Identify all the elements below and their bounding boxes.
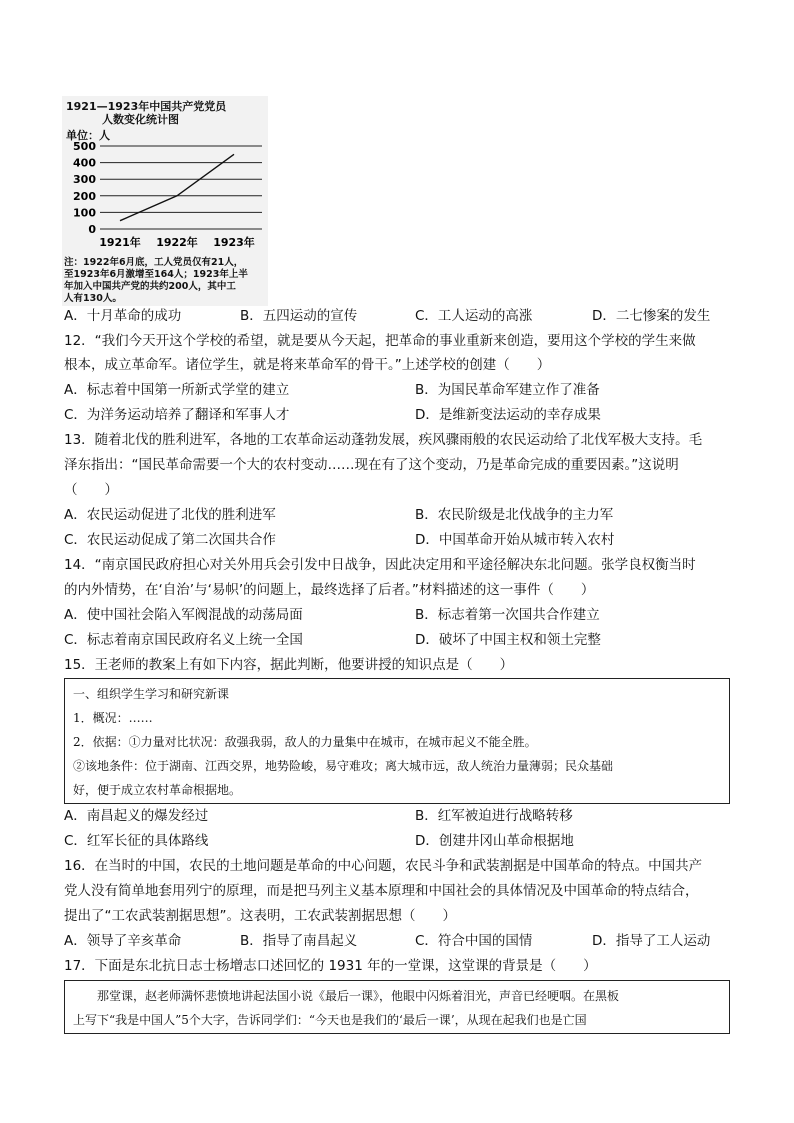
q15-option-a: A．南昌起义的爆发经过 bbox=[64, 808, 209, 824]
q15-option-d: D．创建井冈山革命根据地 bbox=[415, 833, 574, 849]
q17-stem-line: 17．下面是东北抗日志士杨增志口述回忆的 1931 年的一堂课，这堂课的背景是（ ） bbox=[64, 958, 597, 974]
chart-subtitle: 人数变化统计图 bbox=[102, 113, 179, 126]
q15-stem-line: 15．王老师的教案上有如下内容，据此判断，他要讲授的知识点是（ ） bbox=[64, 657, 514, 673]
q14-stem-line: 的内外情势，在‘自治’与‘易帜’的问题上，最终选择了后者。”材料描述的这一事件（ ） bbox=[64, 582, 595, 598]
q17-material-box bbox=[64, 980, 730, 1034]
q12-stem-line: 根本，成立革命军。诸位学生，就是将来革命军的骨干。”上述学校的创建（ ） bbox=[64, 357, 551, 373]
q14-option-b: B．标志着第一次国共合作建立 bbox=[415, 607, 600, 623]
q13-option-a: A．农民运动促进了北伐的胜利进军 bbox=[64, 507, 276, 523]
q16-option-c: C．符合中国的国情 bbox=[415, 933, 533, 949]
chart-title: 1921—1923年中国共产党党员 bbox=[66, 100, 227, 113]
q13-stem-line: 泽东指出：“国民革命需要一个大的农村变动……现在有了这个变动，乃是革命完成的重要因素。”这说明 bbox=[64, 457, 679, 473]
chart-note bbox=[64, 257, 248, 305]
q15-lesson-plan-box bbox=[64, 678, 730, 804]
q13-stem-line: （ ） bbox=[64, 482, 118, 498]
chart-unit-label: 单位：人 bbox=[66, 129, 110, 142]
q14-option-a: A．使中国社会陷入军阀混战的动荡局面 bbox=[64, 607, 303, 623]
q15-option-c: C．红军长征的具体路线 bbox=[64, 833, 209, 849]
party-member-chart bbox=[62, 96, 268, 306]
q11-option-d: D．二七惨案的发生 bbox=[592, 308, 711, 324]
chart-note-line: 至1923年6月激增至164人；1923年上半 bbox=[64, 269, 248, 280]
q12-stem-line: 12．“我们今天开这个学校的希望，就是要从今天起，把革命的事业重新来创造，要用这个学校的学生来做 bbox=[64, 333, 696, 349]
y-tick-label: 400 bbox=[73, 156, 96, 170]
q15-box-line: 1．概况：…… bbox=[73, 711, 153, 725]
q14-option-d: D．破坏了中国主权和领土完整 bbox=[415, 632, 601, 648]
y-tick-label: 0 bbox=[88, 223, 96, 236]
q13-option-d: D．中国革命开始从城市转入农村 bbox=[415, 532, 615, 548]
q15-box-line: 一、组织学生学习和研究新课 bbox=[73, 687, 230, 701]
y-tick-label: 200 bbox=[73, 189, 96, 203]
q16-stem-line: 党人没有简单地套用列宁的原理，而是把马列主义基本原理和中国社会的具体情况及中国革命的特点结合， bbox=[64, 883, 699, 899]
q16-stem-line: 16．在当时的中国，农民的土地问题是革命的中心问题，农民斗争和武装割据是中国革命的特点。中国共产 bbox=[64, 858, 703, 874]
x-tick-label: 1921年 bbox=[99, 236, 141, 249]
x-tick-label: 1923年 bbox=[213, 236, 255, 249]
y-tick-label: 300 bbox=[73, 173, 96, 187]
y-tick-label: 100 bbox=[73, 206, 96, 220]
q15-box-line: ②该地条件：位于湖南、江西交界，地势险峻，易守难攻；离大城市远，敌人统治力量薄弱；民众基础 bbox=[73, 759, 614, 773]
q15-box-line: 好，便于成立农村革命根据地。 bbox=[73, 783, 242, 797]
q15-box-line: 2．依据：①力量对比状况：敌强我弱，敌人的力量集中在城市，在城市起义不能全胜。 bbox=[73, 735, 537, 749]
y-tick-label: 500 bbox=[73, 140, 96, 153]
q13-stem-line: 13．随着北伐的胜利进军，各地的工农革命运动蓬勃发展，疾风骤雨般的农民运动给了北伐军极大支持。毛 bbox=[64, 432, 703, 448]
q13-option-c: C．农民运动促成了第二次国共合作 bbox=[64, 532, 276, 548]
q16-option-d: D．指导了工人运动 bbox=[592, 933, 711, 949]
q17-box-line: 那堂课，赵老师满怀悲愤地讲起法国小说《最后一课》，他眼中闪烁着泪光，声音已经哽咽。在黑板 bbox=[73, 989, 620, 1003]
q11-option-b: B．五四运动的宣传 bbox=[240, 308, 358, 324]
series-line bbox=[120, 154, 234, 220]
q16-stem-line: 提出了“工农武装割据思想”。这表明，工农武装割据思想（ ） bbox=[64, 908, 456, 924]
q17-box-line: 上写下“我是中国人”5个大字，告诉同学们：“今天也是我们的‘最后一课’，从现在起我们也是亡国 bbox=[73, 1013, 587, 1027]
q12-option-a: A．标志着中国第一所新式学堂的建立 bbox=[64, 382, 290, 398]
q15-option-b: B．红军被迫进行战略转移 bbox=[415, 808, 573, 824]
q12-option-b: B．为国民革命军建立作了准备 bbox=[415, 382, 600, 398]
q12-option-c: C．为洋务运动培养了翻译和军事人才 bbox=[64, 407, 290, 423]
chart-note-line: 注：1922年6月底，工人党员仅有21人， bbox=[64, 257, 244, 268]
q12-option-d: D．是维新变法运动的幸存成果 bbox=[415, 407, 601, 423]
chart-note-line: 年加入中国共产党的共约200人，其中工 bbox=[64, 281, 236, 292]
q14-stem-line: 14．“南京国民政府担心对关外用兵会引发中日战争，因此决定用和平途径解决东北问题。张学良权衡当时 bbox=[64, 557, 696, 573]
q14-option-c: C．标志着南京国民政府名义上统一全国 bbox=[64, 632, 303, 648]
chart-note-line: 人有130人。 bbox=[64, 293, 122, 304]
q16-option-a: A．领导了辛亥革命 bbox=[64, 933, 182, 949]
q11-option-c: C．工人运动的高涨 bbox=[415, 308, 533, 324]
q16-option-b: B．指导了南昌起义 bbox=[240, 933, 358, 949]
q13-option-b: B．农民阶级是北伐战争的主力军 bbox=[415, 507, 614, 523]
x-tick-label: 1922年 bbox=[156, 236, 198, 249]
q11-option-a: A．十月革命的成功 bbox=[64, 308, 182, 324]
